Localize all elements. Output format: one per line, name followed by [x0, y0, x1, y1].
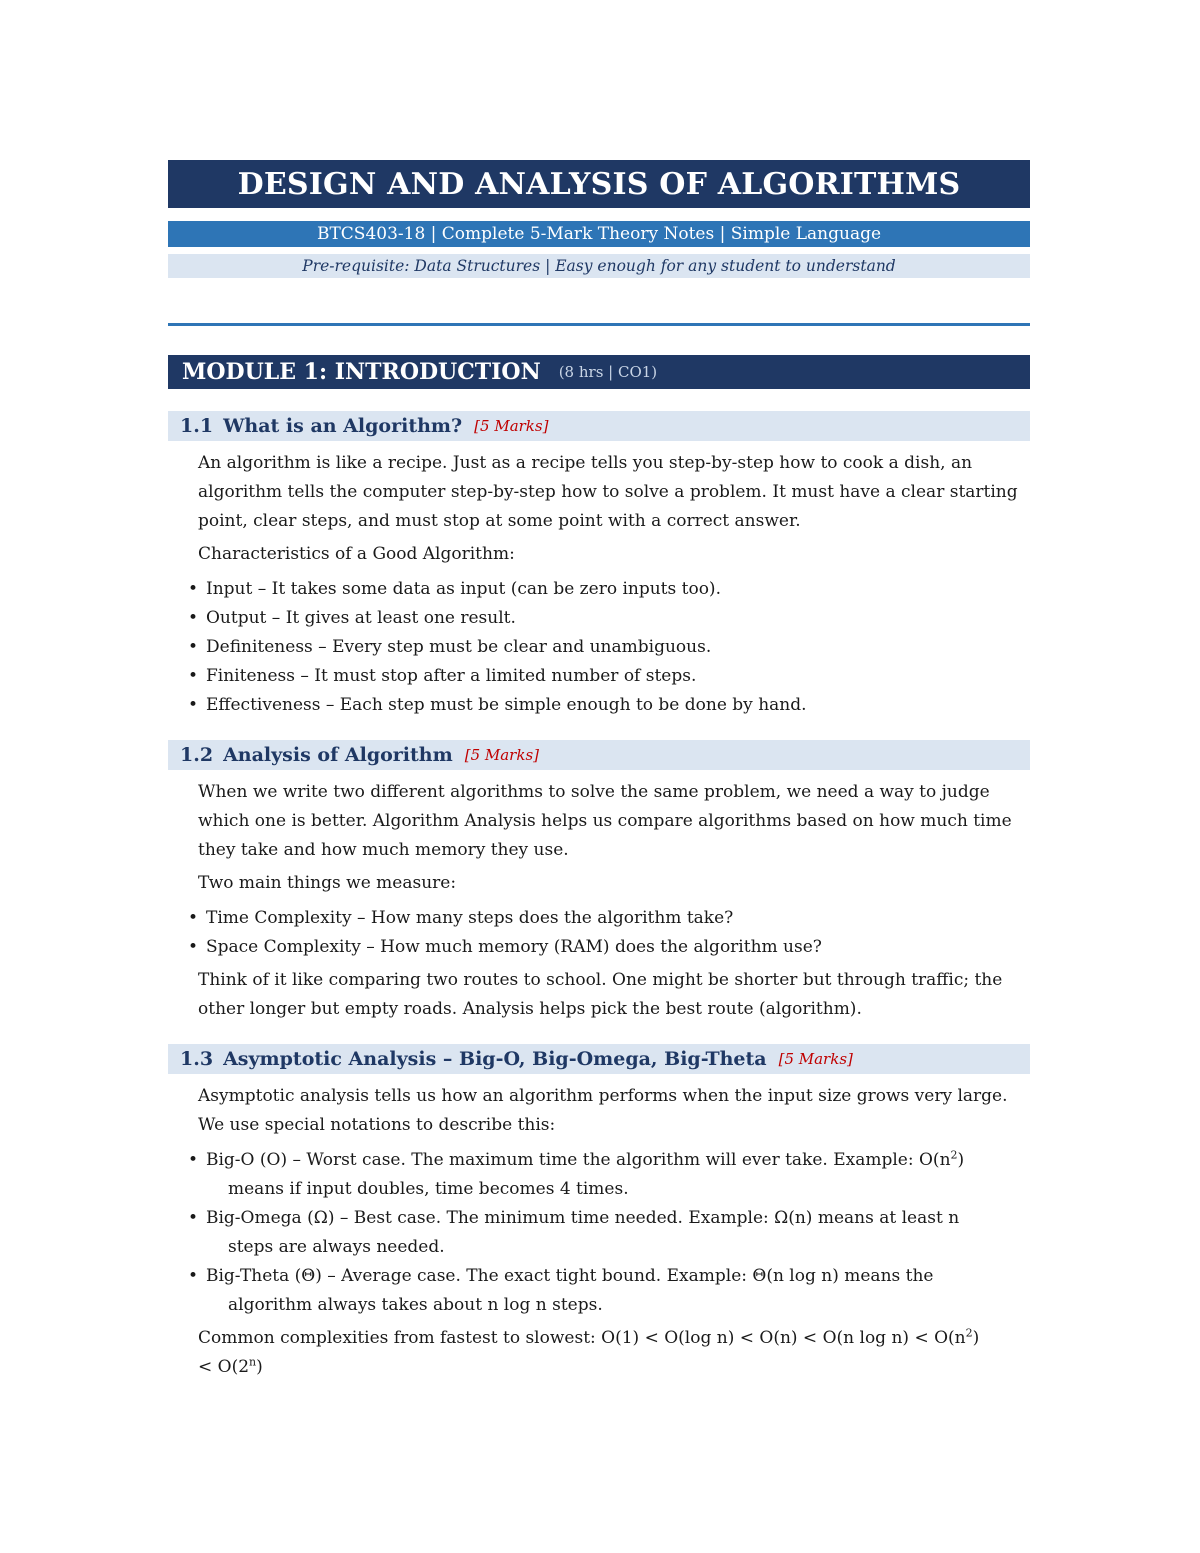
paragraph: Think of it like comparing two routes to school. One might be shorter but through traffic; the other longer but empty roads. Analysis helps pick the best route (algorithm). [198, 970, 1003, 1019]
bullet-icon: • [188, 937, 199, 957]
paragraph: An algorithm is like a recipe. Just as a recipe tells you step-by-step how to cook a dish, an algorithm tells the computer step-by-step how to solve a problem. It must have a clear starting point, clear steps, and must stop at some point with a correct answer. [198, 453, 1018, 531]
document-page [168, 160, 1030, 1382]
bullet-icon: • [188, 1266, 199, 1286]
section-title: Analysis of Algorithm [223, 744, 453, 766]
list-item [188, 933, 1030, 962]
bullet-list [188, 575, 1030, 720]
bullet-icon: • [188, 637, 199, 657]
list-item-text [206, 1150, 964, 1170]
list-item-text: Big-Omega (Ω) – Best case. The minimum time needed. Example: Ω(n) means at least n [206, 1208, 960, 1228]
list-item [188, 662, 1030, 691]
paragraph: Asymptotic analysis tells us how an algorithm performs when the input size grows very large. We use special notations to describe this: [198, 1086, 1008, 1135]
paragraph: Two main things we measure: [198, 873, 457, 893]
superscript: 2 [950, 1148, 958, 1162]
list-item-continuation: steps are always needed. [228, 1237, 445, 1257]
paragraph [198, 1324, 1030, 1382]
list-item-text: Finiteness – It must stop after a limited number of steps. [206, 666, 697, 686]
document-title [168, 160, 1030, 208]
section-marks: [5 Marks] [474, 417, 549, 435]
section-heading-1-3 [168, 1044, 1030, 1074]
section-heading-1-1 [168, 411, 1030, 441]
list-item-text: Input – It takes some data as input (can be zero inputs too). [206, 579, 721, 599]
section-body-1-2 [168, 778, 1030, 1024]
bullet-icon: • [188, 666, 199, 686]
section-body-1-1 [168, 449, 1030, 720]
section-marks: [5 Marks] [778, 1050, 853, 1068]
superscript: 2 [965, 1326, 973, 1340]
list-item-text: Output – It gives at least one result. [206, 608, 516, 628]
course-subtitle [168, 221, 1030, 247]
list-item-text: Definiteness – Every step must be clear and unambiguous. [206, 637, 712, 657]
prerequisite-text: Pre-requisite: Data Structures | Easy enough for any student to understand [302, 257, 896, 275]
bullet-icon: • [188, 608, 199, 628]
section-number: 1.1 [180, 415, 214, 437]
text-fragment: Common complexities from fastest to slowest: O(1) < O(log n) < O(n) < O(n log n) < O(n [198, 1328, 966, 1348]
bullet-icon: • [188, 1150, 199, 1170]
list-item [188, 633, 1030, 662]
section-body-1-3 [168, 1082, 1030, 1382]
section-heading-1-2 [168, 740, 1030, 770]
section-number: 1.3 [180, 1048, 214, 1070]
divider [168, 323, 1030, 326]
bullet-icon: • [188, 579, 199, 599]
module-title: MODULE 1: INTRODUCTION [182, 359, 541, 385]
bullet-icon: • [188, 695, 199, 715]
module-heading [168, 355, 1030, 389]
document-title-text: DESIGN AND ANALYSIS OF ALGORITHMS [237, 166, 961, 202]
list-item-text: Time Complexity – How many steps does the algorithm take? [206, 908, 734, 928]
list-item-text: Big-Theta (Θ) – Average case. The exact tight bound. Example: Θ(n log n) means the [206, 1266, 934, 1286]
module-meta: (8 hrs | CO1) [558, 363, 658, 381]
list-item-continuation: means if input doubles, time becomes 4 times. [228, 1179, 629, 1199]
text-fragment: ) [957, 1150, 965, 1170]
list-item-continuation: algorithm always takes about n log n steps. [228, 1295, 603, 1315]
text-fragment: < O(2 [198, 1357, 250, 1377]
section-number: 1.2 [180, 744, 214, 766]
list-item [188, 1262, 1030, 1320]
bullet-list [188, 904, 1030, 962]
bullet-icon: • [188, 1208, 199, 1228]
course-subtitle-text: BTCS403-18 | Complete 5-Mark Theory Notes | Simple Language [316, 224, 882, 244]
section-marks: [5 Marks] [464, 746, 539, 764]
list-item [188, 604, 1030, 633]
text-fragment: ) [256, 1357, 263, 1377]
paragraph: When we write two different algorithms to solve the same problem, we need a way to judge which one is better. Algorithm Analysis helps us compare algorithms based on how much time they take and how much memory they use. [198, 782, 1012, 860]
prerequisite-line [168, 254, 1030, 278]
bullet-icon: • [188, 908, 199, 928]
bullet-list [188, 1146, 1030, 1320]
section-title: What is an Algorithm? [223, 415, 463, 437]
list-item [188, 1204, 1030, 1262]
section-title: Asymptotic Analysis – Big-O, Big-Omega, Big-Theta [223, 1048, 767, 1070]
superscript: n [249, 1355, 257, 1369]
paragraph: Characteristics of a Good Algorithm: [198, 544, 515, 564]
list-item [188, 575, 1030, 604]
list-item [188, 691, 1030, 720]
text-fragment: ) [972, 1328, 980, 1348]
list-item [188, 1146, 1030, 1204]
text-fragment: Big-O (O) – Worst case. The maximum time the algorithm will ever take. Example: O(n [206, 1150, 951, 1170]
list-item-text: Effectiveness – Each step must be simple enough to be done by hand. [206, 695, 807, 715]
list-item [188, 904, 1030, 933]
list-item-text: Space Complexity – How much memory (RAM) does the algorithm use? [206, 937, 822, 957]
